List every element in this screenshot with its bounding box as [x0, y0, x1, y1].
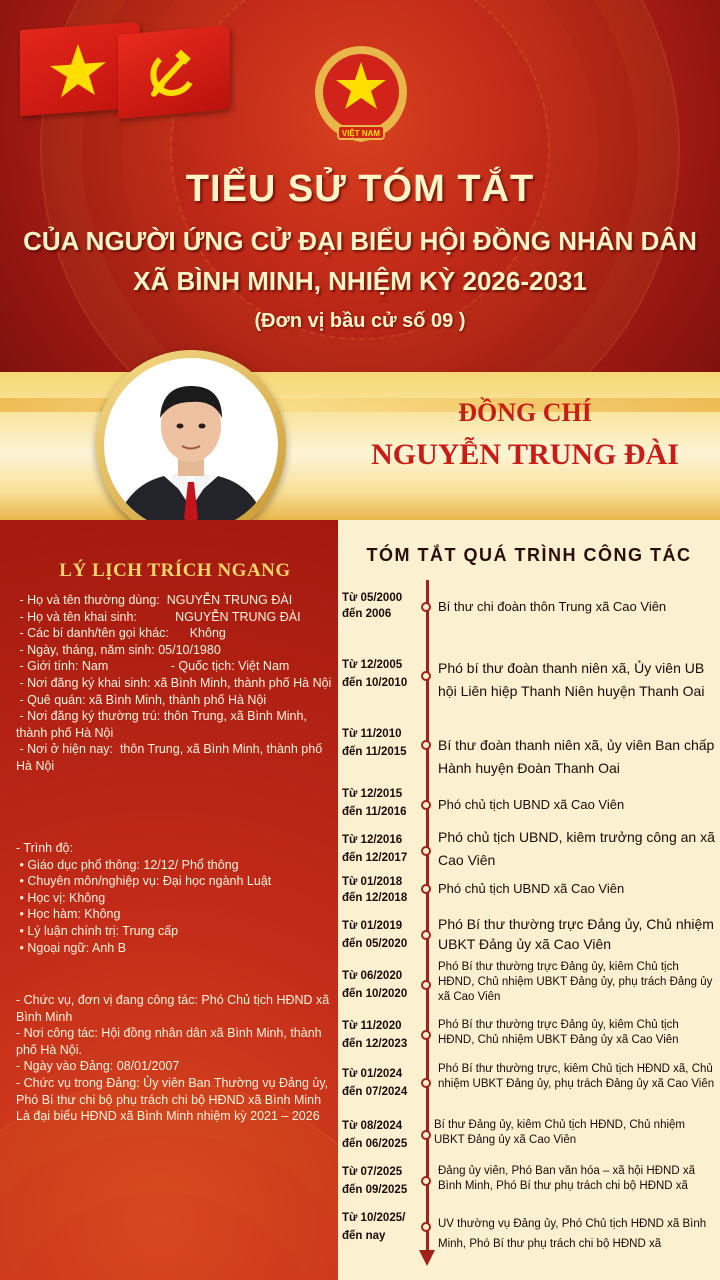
timeline-date-from: Từ 12/2016	[342, 834, 403, 846]
list-item: - Quê quán: xã Bình Minh, thành phố Hà Nội	[16, 692, 267, 707]
timeline-text: Bí thư Đảng ủy, kiêm Chủ tịch HĐND, Chủ nhiệm UBKT Đảng ủy xã Cao Viên	[434, 1119, 685, 1146]
education-list	[16, 840, 334, 956]
timeline-arrow-icon	[419, 1250, 435, 1266]
timeline-date-to: đến 11/2015	[342, 746, 407, 758]
list-item: • Học hàm: Không	[16, 907, 121, 922]
timeline-date-from: Từ 11/2020	[342, 1020, 402, 1032]
list-item: - Nơi đăng ký khai sinh: xã Bình Minh, thành phố Hà Nội	[16, 675, 332, 690]
timeline-date-to: đến nay	[342, 1230, 386, 1242]
list-item: - Giới tính: Nam - Quốc tịch: Việt Nam	[16, 659, 290, 674]
header-banner	[0, 0, 720, 380]
timeline-dot	[421, 1030, 431, 1040]
page-subtitle-line2: XÃ BÌNH MINH, NHIỆM KỲ 2026-2031	[133, 266, 587, 296]
timeline-date-to: đến 12/2017	[342, 852, 408, 864]
timeline-date-to: đến 11/2016	[342, 806, 407, 818]
timeline-dot	[421, 1176, 431, 1186]
timeline-date-from: Từ 01/2024	[342, 1068, 403, 1080]
candidate-label: ĐỒNG CHÍ	[458, 398, 592, 427]
list-item: - Ngày vào Đảng: 08/01/2007	[16, 1059, 180, 1074]
timeline-text: Đảng ủy viên, Phó Ban văn hóa – xã hội HĐND xã Bình Minh, Phó Bí thư phụ trách chi bộ HĐND xã	[438, 1165, 695, 1192]
emblem-caption: VIỆT NAM	[341, 129, 381, 138]
timeline-date-from: Từ 10/2025/	[342, 1212, 406, 1224]
timeline-dot	[421, 1078, 431, 1088]
timeline-date-to: đến 05/2020	[342, 938, 408, 950]
timeline-text: Phó chủ tịch UBND, kiêm trưởng công an xã Cao Viên	[438, 829, 715, 868]
timeline-date-from: Từ 12/2005	[342, 659, 403, 671]
timeline-date-to: đến 10/2020	[342, 988, 408, 1000]
national-emblem-icon	[308, 42, 414, 148]
timeline-date-to: đến 10/2010	[342, 677, 408, 689]
timeline-date-to: đến 12/2023	[342, 1038, 408, 1050]
timeline-date-from: Từ 08/2024	[342, 1120, 403, 1132]
timeline-dot	[421, 602, 431, 612]
list-item: Là đại biểu HĐND xã Bình Minh nhiệm kỳ 2021 – 2026	[16, 1109, 320, 1124]
timeline-date-to: đến 09/2025	[342, 1184, 408, 1196]
timeline-line	[426, 580, 429, 1255]
timeline-date-to: đến 06/2025	[342, 1138, 408, 1150]
list-item: - Trình độ:	[16, 841, 73, 855]
profile-heading: LÝ LỊCH TRÍCH NGANG	[59, 560, 291, 581]
timeline-text: Phó chủ tịch UBND xã Cao Viên	[438, 797, 625, 812]
timeline-dot	[421, 980, 431, 990]
list-item: • Chuyên môn/nghiệp vụ: Đại học ngành Luật	[16, 874, 272, 889]
list-item: - Các bí danh/tên gọi khác: Không	[16, 626, 226, 641]
list-item: • Học vị: Không	[16, 890, 106, 905]
list-item: - Ngày, tháng, năm sinh: 05/10/1980	[16, 642, 221, 657]
timeline-text: Bí thư chi đoàn thôn Trung xã Cao Viên	[438, 599, 667, 614]
timeline-date-from: Từ 01/2019	[342, 920, 403, 932]
timeline-dot	[421, 800, 431, 810]
timeline-date-to: đến 2006	[342, 608, 392, 620]
list-item: • Giáo dục phổ thông: 12/12/ Phổ thông	[16, 857, 239, 872]
timeline-text: Phó Bí thư thường trực, kiêm Chủ tịch HĐND xã, Chủ nhiệm UBKT Đảng ủy, phụ trách Đảng ủy xã Cao Viên	[438, 1063, 715, 1090]
party-flag-icon	[118, 25, 230, 119]
timeline-date-from: Từ 05/2000	[342, 592, 403, 604]
timeline-dot	[421, 846, 431, 856]
timeline-date-from: Từ 01/2018	[342, 876, 403, 888]
timeline-text: Phó bí thư đoàn thanh niên xã, Ủy viên UB hội Liên hiệp Thanh Niên huyện Thanh Oai	[438, 660, 705, 699]
list-item: - Chức vụ trong Đảng: Ủy viên Ban Thường vụ Đảng ủy, Phó Bí thư chi bộ phụ trách chi bộ HĐND xã Bình Minh	[16, 1075, 332, 1107]
timeline-dot	[421, 884, 431, 894]
timeline-date-from: Từ 12/2015	[342, 788, 403, 800]
page-title: TIỂU SỬ TÓM TẮT	[185, 168, 535, 210]
list-item: - Họ và tên thường dùng: NGUYỄN TRUNG ĐÀI	[16, 593, 293, 607]
page-subtitle-line1: CỦA NGƯỜI ỨNG CỬ ĐẠI BIỂU HỘI ĐỒNG NHÂN DÂN	[23, 226, 697, 256]
personal-info-list	[16, 592, 334, 775]
list-item: • Lý luận chính trị: Trung cấp	[16, 923, 179, 938]
timeline-date-from: Từ 07/2025	[342, 1166, 403, 1178]
list-item: - Nơi ở hiện nay: thôn Trung, xã Bình Minh, thành phố Hà Nội	[16, 742, 326, 773]
candidate-portrait	[104, 358, 278, 532]
electoral-unit: (Đơn vị bầu cử số 09 )	[254, 310, 466, 332]
list-item: - Chức vụ, đơn vị đang công tác: Phó Chủ tịch HĐND xã Bình Minh	[16, 993, 333, 1024]
timeline-date-from: Từ 06/2020	[342, 970, 403, 982]
list-item: • Ngoại ngữ: Anh B	[16, 940, 127, 955]
timeline-dot	[421, 930, 431, 940]
timeline-text: Bí thư đoàn thanh niên xã, ủy viên Ban chấp Hành huyện Đoàn Thanh Oai	[438, 737, 715, 776]
timeline-text: Phó Bí thư thường trực Đảng ủy, kiêm Chủ tịch HĐND, Chủ nhiệm UBKT Đảng ủy xã Cao Viên	[438, 1019, 679, 1046]
timeline-text: Phó Bí thư thường trực Đảng ủy, kiêm Chủ tịch HĐND, Chủ nhiệm UBKT Đảng ủy, phụ trách Đảng ủy xã Cao Viên	[438, 961, 713, 1003]
timeline-text: UV thường vụ Đảng ủy, Phó Chủ tịch HĐND xã Bình Minh, Phó Bí thư phụ trách chi bộ HĐND xã	[438, 1218, 707, 1250]
work-info-list	[16, 992, 334, 1125]
list-item: - Nơi công tác: Hội đồng nhân dân xã Bình Minh, thành phố Hà Nội.	[16, 1026, 326, 1057]
timeline-date-to: đến 12/2018	[342, 892, 408, 904]
timeline-date-to: đến 07/2024	[342, 1086, 408, 1098]
candidate-name: NGUYỄN TRUNG ĐÀI	[371, 438, 679, 471]
list-item: - Họ và tên khai sinh: NGUYỄN TRUNG ĐÀI	[16, 609, 301, 624]
timeline-dot	[421, 1222, 431, 1232]
timeline-text: Phó Bí thư thường trực Đảng ủy, Chủ nhiệm UBKT Đảng ủy xã Cao Viên	[438, 916, 714, 952]
timeline-text: Phó chủ tịch UBND xã Cao Viên	[438, 881, 625, 896]
list-item: - Nơi đăng ký thường trú: thôn Trung, xã Bình Minh, thành phố Hà Nội	[16, 709, 311, 740]
timeline-dot	[421, 740, 431, 750]
timeline-dot	[421, 671, 431, 681]
timeline-date-from: Từ 11/2010	[342, 728, 402, 740]
career-heading: TÓM TẮT QUÁ TRÌNH CÔNG TÁC	[366, 545, 692, 565]
timeline-dot	[421, 1130, 431, 1140]
